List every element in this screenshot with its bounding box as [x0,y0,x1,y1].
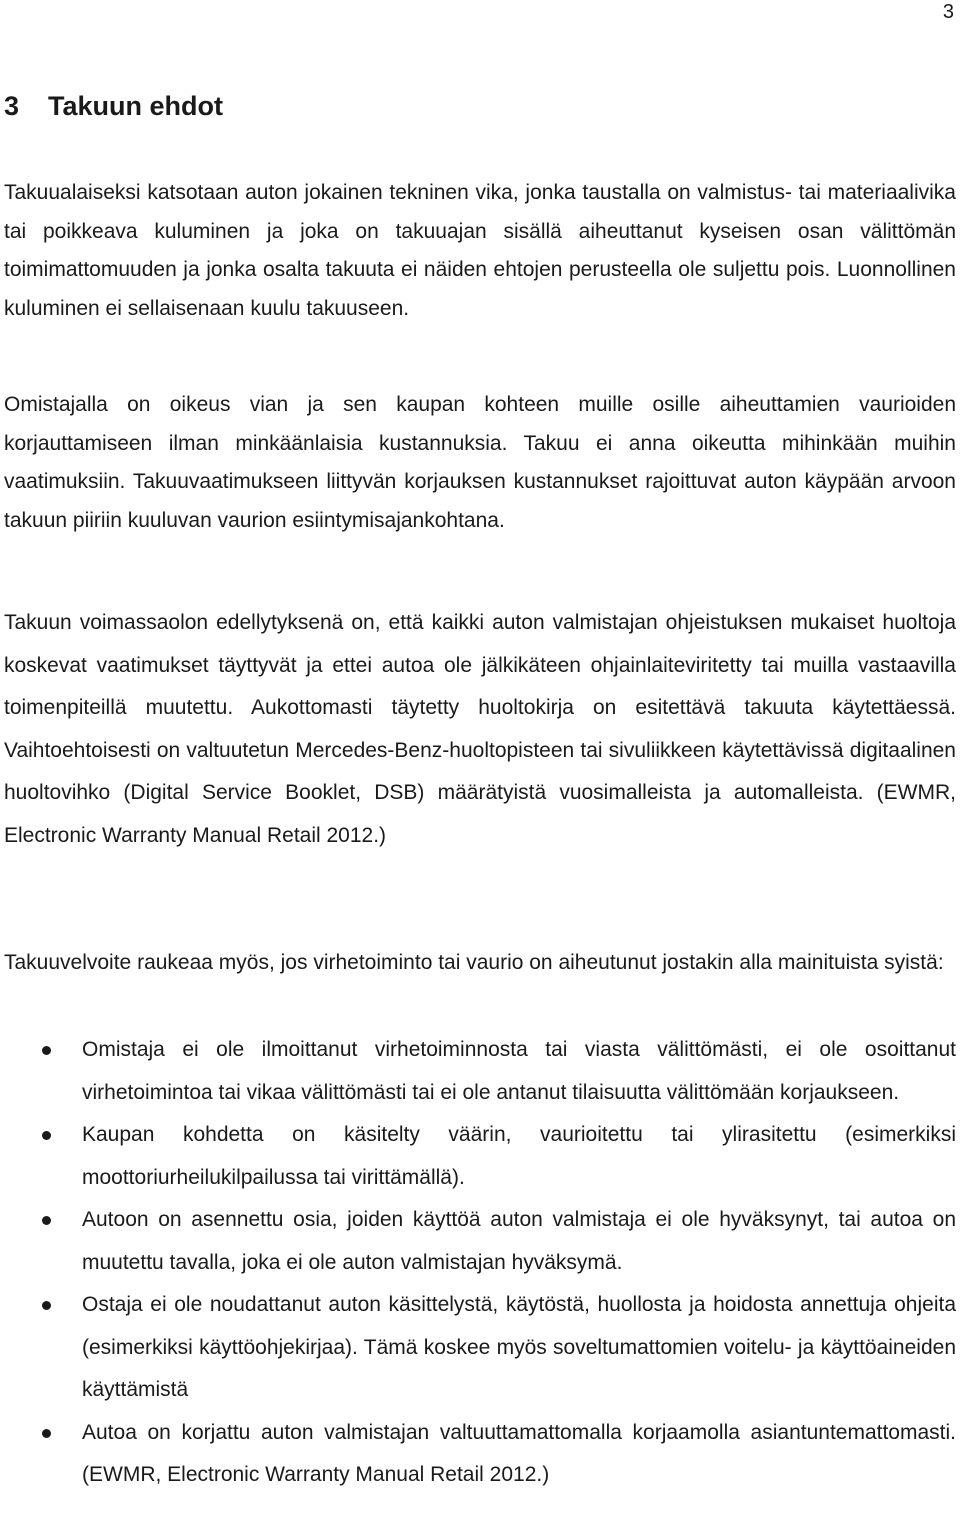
section-title: Takuun ehdot [48,91,223,121]
list-item-text: Ostaja ei ole noudattanut auton käsittelystä, käytöstä, huollosta ja hoidosta annettuja ohjeita (esimerkiksi käyttöohjekirjaa). Tämä koskee myös soveltumattomien voitelu- ja käyttöaineiden käyttämistä [82,1293,956,1401]
list-item-text: Omistaja ei ole ilmoittanut virhetoiminnosta tai viasta välittömästi, ei ole osoittanut virhetoimintoa tai vikaa välittömästi tai ei ole antanut tilaisuutta välittömään korjaukseen. [82,1038,956,1104]
list-item [0,1199,960,1284]
exclusion-list [0,1029,960,1497]
bullet-icon [42,1131,51,1140]
paragraph-obligation-lapse: Takuuvelvoite raukeaa myös, jos virhetoiminto tai vaurio on aiheutunut jostakin alla mainituista syistä: [4,951,944,974]
page-number: 3 [942,1,954,23]
section-number: 3 [4,91,20,121]
paragraph-owner-rights: Omistajalla on oikeus vian ja sen kaupan kohteen muille osille aiheuttamien vaurioiden korjauttamiseen ilman minkäänlaisia kustannuksia. Takuu ei anna oikeutta mihinkään muihin vaatimuksiin. Takuuvaatimukseen liittyvän korjauksen kustannukset rajoittuvat auton käypään arvoon takuun piiriin kuuluvan vaurion esiintymisajankohtana. [4,393,956,532]
section-heading [4,88,223,124]
bullet-icon [42,1301,51,1310]
paragraph-warranty-definition: Takuualaiseksi katsotaan auton jokainen tekninen vika, jonka taustalla on valmistus- tai materiaalivika tai poikkeava kuluminen ja joka on takuuajan sisällä aiheuttanut kyseisen osan välittömän toimimattomuuden ja jonka osalta takuuta ei näiden ehtojen perusteella ole suljettu pois. Luonnollinen kuluminen ei sellaisenaan kuulu takuuseen. [4,181,956,320]
bullet-icon [42,1429,51,1438]
list-item-text: Autoa on korjattu auton valmistajan valtuuttamattomalla korjaamolla asiantuntemattomasti. (EWMR, Electronic Warranty Manual Retail 2012.) [82,1420,956,1486]
bullet-icon [42,1216,51,1225]
bullet-icon [42,1046,51,1055]
list-item [0,1412,960,1497]
list-item [0,1029,960,1114]
list-item-text: Kaupan kohdetta on käsitelty väärin, vaurioitettu tai ylirasitettu (esimerkiksi moottoriurheilukilpailussa tai virittämällä). [82,1123,956,1189]
paragraph-validity-conditions: Takuun voimassaolon edellytyksenä on, että kaikki auton valmistajan ohjeistuksen mukaiset huoltoja koskevat vaatimukset täyttyvät ja ettei autoa ole jälkikäteen ohjainlaiteviritetty tai muilla vastaavilla toimenpiteillä muutettu. Aukottomasti täytetty huoltokirja on esitettävä takuuta käytettäessä. Vaihtoehtoisesti on valtuutetun Mercedes-Benz-huoltopisteen tai sivuliikkeen käytettävissä digitaalinen huoltovihko (Digital Service Booklet, DSB) määrätyistä vuosimalleista ja automalleista. (EWMR, Electronic Warranty Manual Retail 2012.) [4,611,956,847]
list-item-text: Autoon on asennettu osia, joiden käyttöä auton valmistaja ei ole hyväksynyt, tai autoa on muutettu tavalla, joka ei ole auton valmistajan hyväksymä. [82,1208,956,1274]
list-item [0,1284,960,1412]
list-item [0,1114,960,1199]
